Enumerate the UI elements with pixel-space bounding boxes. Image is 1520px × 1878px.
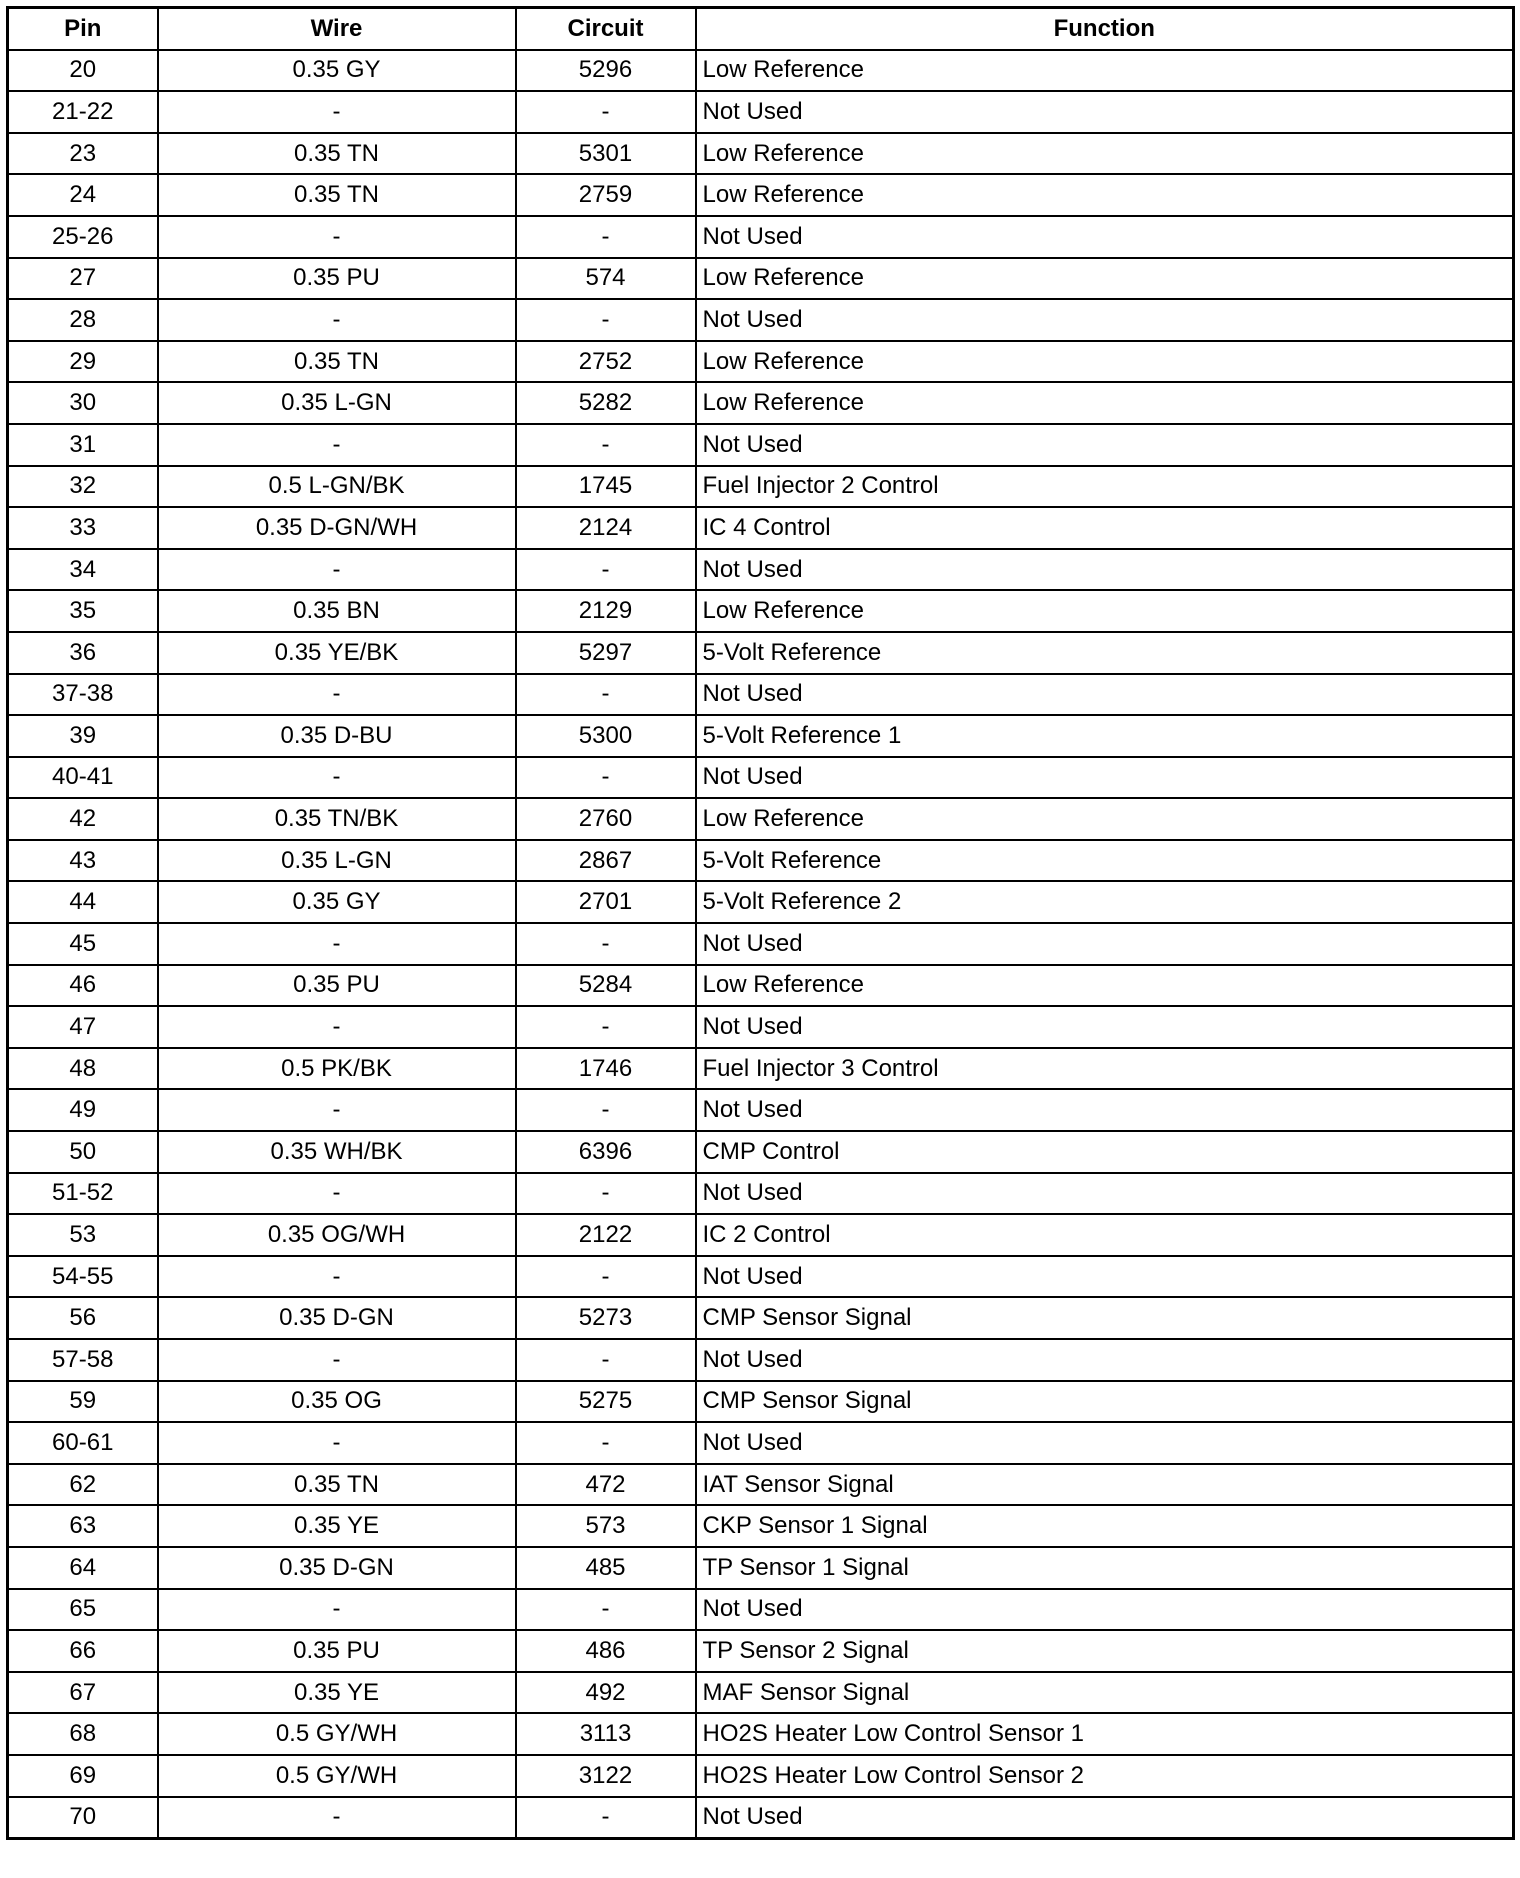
table-row	[8, 50, 1514, 92]
circuit-cell: 486	[516, 1630, 696, 1672]
table-row	[8, 1048, 1514, 1090]
wire-cell: 0.35 YE/BK	[158, 632, 516, 674]
pin-cell: 45	[8, 923, 158, 965]
table-row	[8, 1755, 1514, 1797]
wire-cell: 0.5 L-GN/BK	[158, 466, 516, 508]
circuit-cell: 1745	[516, 466, 696, 508]
pin-cell: 44	[8, 881, 158, 923]
pin-column-header: Pin	[8, 8, 158, 50]
table-row	[8, 757, 1514, 799]
wire-cell: -	[158, 1589, 516, 1631]
table-row	[8, 549, 1514, 591]
wire-cell: 0.35 GY	[158, 881, 516, 923]
wire-cell: 0.35 TN	[158, 341, 516, 383]
wire-cell: 0.35 PU	[158, 965, 516, 1007]
wire-cell: -	[158, 923, 516, 965]
table-row	[8, 1422, 1514, 1464]
circuit-cell: -	[516, 424, 696, 466]
table-row	[8, 1297, 1514, 1339]
pin-cell: 69	[8, 1755, 158, 1797]
pin-cell: 30	[8, 382, 158, 424]
wire-cell: 0.35 D-GN	[158, 1547, 516, 1589]
function-cell: Low Reference	[696, 798, 1514, 840]
function-cell: IAT Sensor Signal	[696, 1464, 1514, 1506]
table-row	[8, 1797, 1514, 1839]
wire-cell: -	[158, 424, 516, 466]
function-cell: Not Used	[696, 424, 1514, 466]
table-row	[8, 258, 1514, 300]
table-row	[8, 1131, 1514, 1173]
wire-cell: 0.35 GY	[158, 50, 516, 92]
table-row	[8, 1214, 1514, 1256]
table-row	[8, 1256, 1514, 1298]
table-row	[8, 1339, 1514, 1381]
table-row	[8, 133, 1514, 175]
circuit-column-header: Circuit	[516, 8, 696, 50]
pin-cell: 23	[8, 133, 158, 175]
wire-cell: -	[158, 1173, 516, 1215]
circuit-cell: 5273	[516, 1297, 696, 1339]
function-cell: Low Reference	[696, 341, 1514, 383]
wire-cell: 0.35 YE	[158, 1672, 516, 1714]
circuit-cell: 5296	[516, 50, 696, 92]
pin-cell: 42	[8, 798, 158, 840]
function-cell: Not Used	[696, 1797, 1514, 1839]
circuit-cell: 1746	[516, 1048, 696, 1090]
wire-cell: 0.35 PU	[158, 258, 516, 300]
pin-cell: 32	[8, 466, 158, 508]
circuit-cell: -	[516, 1797, 696, 1839]
function-cell: Low Reference	[696, 590, 1514, 632]
pin-cell: 34	[8, 549, 158, 591]
wire-cell: -	[158, 1797, 516, 1839]
pin-cell: 29	[8, 341, 158, 383]
wire-cell: -	[158, 1256, 516, 1298]
circuit-cell: -	[516, 1589, 696, 1631]
pin-cell: 27	[8, 258, 158, 300]
circuit-cell: 5297	[516, 632, 696, 674]
wire-cell: 0.35 TN	[158, 1464, 516, 1506]
pin-cell: 56	[8, 1297, 158, 1339]
function-cell: Fuel Injector 3 Control	[696, 1048, 1514, 1090]
pin-cell: 53	[8, 1214, 158, 1256]
table-row	[8, 715, 1514, 757]
table-row	[8, 1381, 1514, 1423]
pin-cell: 60-61	[8, 1422, 158, 1464]
function-cell: Not Used	[696, 1173, 1514, 1215]
table-row	[8, 881, 1514, 923]
table-row	[8, 466, 1514, 508]
wire-cell: 0.35 OG/WH	[158, 1214, 516, 1256]
table-row	[8, 174, 1514, 216]
circuit-cell: -	[516, 299, 696, 341]
wire-cell: 0.35 L-GN	[158, 840, 516, 882]
wire-cell: 0.5 GY/WH	[158, 1713, 516, 1755]
function-cell: Low Reference	[696, 965, 1514, 1007]
table-row	[8, 923, 1514, 965]
pin-cell: 47	[8, 1006, 158, 1048]
circuit-cell: 2124	[516, 507, 696, 549]
pin-cell: 24	[8, 174, 158, 216]
function-cell: Not Used	[696, 549, 1514, 591]
wire-cell: -	[158, 757, 516, 799]
wire-cell: 0.5 PK/BK	[158, 1048, 516, 1090]
wire-cell: 0.35 TN/BK	[158, 798, 516, 840]
wire-cell: 0.35 PU	[158, 1630, 516, 1672]
function-cell: CMP Sensor Signal	[696, 1297, 1514, 1339]
wire-cell: 0.35 TN	[158, 133, 516, 175]
function-cell: Low Reference	[696, 258, 1514, 300]
table-row	[8, 507, 1514, 549]
function-cell: Not Used	[696, 757, 1514, 799]
function-cell: Low Reference	[696, 50, 1514, 92]
table-row	[8, 590, 1514, 632]
circuit-cell: 3113	[516, 1713, 696, 1755]
table-row	[8, 1089, 1514, 1131]
wire-cell: 0.35 OG	[158, 1381, 516, 1423]
circuit-cell: 574	[516, 258, 696, 300]
circuit-cell: 492	[516, 1672, 696, 1714]
circuit-cell: 2867	[516, 840, 696, 882]
function-cell: CMP Control	[696, 1131, 1514, 1173]
function-cell: CMP Sensor Signal	[696, 1381, 1514, 1423]
table-row	[8, 1672, 1514, 1714]
function-cell: 5-Volt Reference	[696, 840, 1514, 882]
function-cell: TP Sensor 1 Signal	[696, 1547, 1514, 1589]
table-row	[8, 1505, 1514, 1547]
circuit-cell: -	[516, 91, 696, 133]
pin-cell: 70	[8, 1797, 158, 1839]
pin-cell: 63	[8, 1505, 158, 1547]
circuit-cell: -	[516, 1422, 696, 1464]
function-cell: Not Used	[696, 1089, 1514, 1131]
function-cell: Not Used	[696, 1006, 1514, 1048]
circuit-cell: -	[516, 757, 696, 799]
function-cell: Fuel Injector 2 Control	[696, 466, 1514, 508]
circuit-cell: -	[516, 1173, 696, 1215]
table-row	[8, 91, 1514, 133]
function-cell: Not Used	[696, 216, 1514, 258]
header-row	[8, 8, 1514, 50]
wire-cell: 0.35 BN	[158, 590, 516, 632]
pin-cell: 35	[8, 590, 158, 632]
circuit-cell: 2122	[516, 1214, 696, 1256]
wire-cell: -	[158, 1422, 516, 1464]
pin-cell: 50	[8, 1131, 158, 1173]
circuit-cell: -	[516, 216, 696, 258]
pin-cell: 25-26	[8, 216, 158, 258]
circuit-cell: 2759	[516, 174, 696, 216]
circuit-cell: -	[516, 1256, 696, 1298]
wire-cell: 0.35 D-BU	[158, 715, 516, 757]
circuit-cell: -	[516, 549, 696, 591]
pin-cell: 62	[8, 1464, 158, 1506]
table-row	[8, 1006, 1514, 1048]
wire-cell: -	[158, 1006, 516, 1048]
table-row	[8, 1547, 1514, 1589]
function-cell: IC 2 Control	[696, 1214, 1514, 1256]
table-row	[8, 341, 1514, 383]
table-body	[8, 50, 1514, 1839]
table-row	[8, 424, 1514, 466]
circuit-cell: -	[516, 923, 696, 965]
function-cell: Not Used	[696, 1256, 1514, 1298]
wire-cell: -	[158, 91, 516, 133]
pin-cell: 46	[8, 965, 158, 1007]
function-cell: HO2S Heater Low Control Sensor 1	[696, 1713, 1514, 1755]
function-cell: CKP Sensor 1 Signal	[696, 1505, 1514, 1547]
circuit-cell: 5284	[516, 965, 696, 1007]
table-row	[8, 965, 1514, 1007]
pin-cell: 54-55	[8, 1256, 158, 1298]
table-row	[8, 840, 1514, 882]
circuit-cell: -	[516, 674, 696, 716]
pin-cell: 59	[8, 1381, 158, 1423]
pin-cell: 20	[8, 50, 158, 92]
wire-cell: -	[158, 299, 516, 341]
table-row	[8, 1173, 1514, 1215]
wire-cell: -	[158, 1089, 516, 1131]
wire-column-header: Wire	[158, 8, 516, 50]
pin-cell: 67	[8, 1672, 158, 1714]
circuit-cell: 5300	[516, 715, 696, 757]
function-cell: IC 4 Control	[696, 507, 1514, 549]
wire-cell: -	[158, 216, 516, 258]
function-cell: Low Reference	[696, 174, 1514, 216]
table-row	[8, 382, 1514, 424]
pin-cell: 43	[8, 840, 158, 882]
function-cell: Not Used	[696, 1339, 1514, 1381]
table-row	[8, 1630, 1514, 1672]
circuit-cell: 3122	[516, 1755, 696, 1797]
pin-cell: 37-38	[8, 674, 158, 716]
circuit-cell: -	[516, 1339, 696, 1381]
function-cell: 5-Volt Reference	[696, 632, 1514, 674]
function-column-header: Function	[696, 8, 1514, 50]
wire-cell: -	[158, 1339, 516, 1381]
table-row	[8, 1464, 1514, 1506]
table-row	[8, 1713, 1514, 1755]
function-cell: Not Used	[696, 91, 1514, 133]
wire-cell: -	[158, 549, 516, 591]
pin-cell: 39	[8, 715, 158, 757]
function-cell: Not Used	[696, 923, 1514, 965]
function-cell: Not Used	[696, 299, 1514, 341]
function-cell: HO2S Heater Low Control Sensor 2	[696, 1755, 1514, 1797]
circuit-cell: 5301	[516, 133, 696, 175]
wire-cell: 0.35 WH/BK	[158, 1131, 516, 1173]
pin-cell: 48	[8, 1048, 158, 1090]
circuit-cell: 2760	[516, 798, 696, 840]
circuit-cell: 472	[516, 1464, 696, 1506]
function-cell: MAF Sensor Signal	[696, 1672, 1514, 1714]
table-row	[8, 216, 1514, 258]
wire-cell: 0.5 GY/WH	[158, 1755, 516, 1797]
function-cell: TP Sensor 2 Signal	[696, 1630, 1514, 1672]
pin-cell: 40-41	[8, 757, 158, 799]
circuit-cell: 5282	[516, 382, 696, 424]
table-row	[8, 798, 1514, 840]
pin-cell: 66	[8, 1630, 158, 1672]
pin-cell: 65	[8, 1589, 158, 1631]
circuit-cell: 6396	[516, 1131, 696, 1173]
circuit-cell: 2752	[516, 341, 696, 383]
pin-cell: 51-52	[8, 1173, 158, 1215]
function-cell: 5-Volt Reference 1	[696, 715, 1514, 757]
function-cell: Not Used	[696, 1422, 1514, 1464]
function-cell: Not Used	[696, 1589, 1514, 1631]
table-header	[8, 8, 1514, 50]
wire-cell: 0.35 D-GN	[158, 1297, 516, 1339]
circuit-cell: 2129	[516, 590, 696, 632]
circuit-cell: 573	[516, 1505, 696, 1547]
circuit-cell: -	[516, 1089, 696, 1131]
pin-cell: 36	[8, 632, 158, 674]
function-cell: Low Reference	[696, 382, 1514, 424]
pin-cell: 64	[8, 1547, 158, 1589]
pin-cell: 49	[8, 1089, 158, 1131]
wire-cell: 0.35 D-GN/WH	[158, 507, 516, 549]
circuit-cell: -	[516, 1006, 696, 1048]
circuit-cell: 485	[516, 1547, 696, 1589]
table-row	[8, 299, 1514, 341]
function-cell: 5-Volt Reference 2	[696, 881, 1514, 923]
table-row	[8, 632, 1514, 674]
pin-cell: 33	[8, 507, 158, 549]
circuit-cell: 5275	[516, 1381, 696, 1423]
pin-cell: 21-22	[8, 91, 158, 133]
wire-cell: 0.35 TN	[158, 174, 516, 216]
pin-cell: 68	[8, 1713, 158, 1755]
wire-cell: 0.35 YE	[158, 1505, 516, 1547]
connector-pinout-table	[6, 6, 1515, 1840]
wire-cell: -	[158, 674, 516, 716]
function-cell: Not Used	[696, 674, 1514, 716]
pin-cell: 31	[8, 424, 158, 466]
circuit-cell: 2701	[516, 881, 696, 923]
table-row	[8, 1589, 1514, 1631]
pin-cell: 28	[8, 299, 158, 341]
wire-cell: 0.35 L-GN	[158, 382, 516, 424]
function-cell: Low Reference	[696, 133, 1514, 175]
pin-cell: 57-58	[8, 1339, 158, 1381]
table-row	[8, 674, 1514, 716]
